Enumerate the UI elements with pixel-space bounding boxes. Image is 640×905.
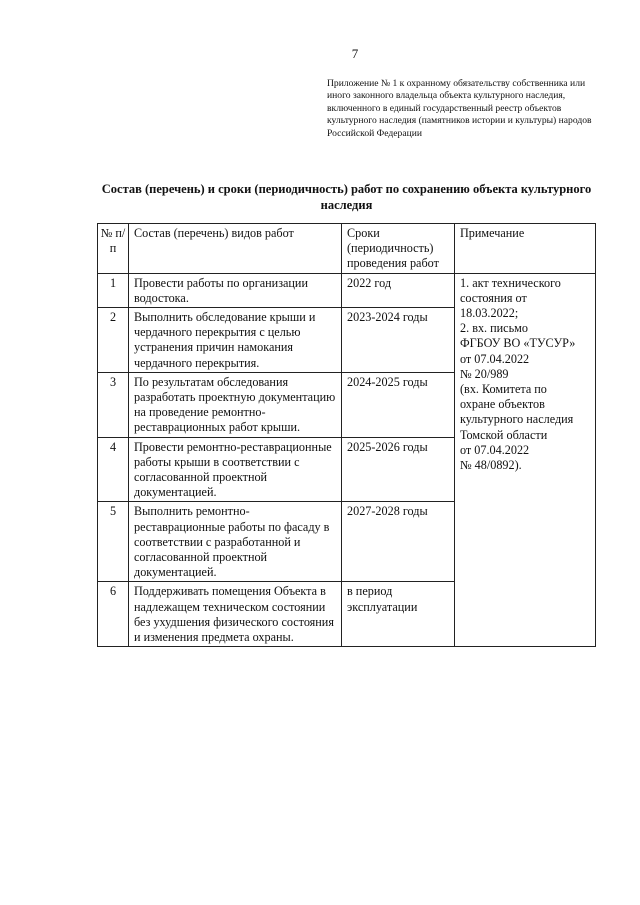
note-cell [455, 273, 596, 647]
row-num: 1 [98, 273, 129, 307]
row-works: Провести ремонтно-реставрационные работы крыши в соответствии с согласованной проектной документацией. [129, 437, 342, 502]
header-terms: Сроки (периодичность) проведения работ [342, 224, 455, 274]
row-terms: 2027-2028 годы [342, 502, 455, 582]
table-row [98, 273, 596, 307]
row-terms: 2022 год [342, 273, 455, 307]
note-line: от 07.04.2022 [460, 351, 530, 366]
works-table [97, 223, 596, 647]
note-line: охране объектов [460, 397, 545, 412]
row-num: 2 [98, 308, 129, 373]
note-line: № 20/989 [460, 366, 509, 381]
row-num: 3 [98, 372, 129, 437]
note-line: 18.03.2022; [460, 306, 519, 321]
note-line: 2. вх. письмо [460, 321, 528, 336]
row-terms: 2023-2024 годы [342, 308, 455, 373]
row-num: 5 [98, 502, 129, 582]
note-list [460, 276, 591, 474]
header-note: Примечание [455, 224, 596, 274]
note-line: состояния от [460, 290, 527, 305]
row-terms: 2025-2026 годы [342, 437, 455, 502]
row-works: Провести работы по организации водостока. [129, 273, 342, 307]
note-line: от 07.04.2022 [460, 442, 530, 457]
note-line: культурного наследия [460, 412, 574, 427]
appendix-note: Приложение № 1 к охранному обязательству собственника или иного законного владельца объекта культурного наследия, включенного в единый государственный реестр объектов культурного наследия (памятников истории и культуры) народов Российской Федерации [327, 78, 592, 139]
row-works: Выполнить ремонтно-реставрационные работы по фасаду в соответствии с разработанной и согласованной проектной документацией. [129, 502, 342, 582]
note-line: ФГБОУ ВО «ТУСУР» [460, 336, 576, 351]
row-works: По результатам обследования разработать проектную документацию на проведение ремонтно-реставрационных работ крыши. [129, 372, 342, 437]
table-header-row [98, 224, 596, 274]
row-works: Выполнить обследование крыши и чердачного перекрытия с целью устранения причин намокания чердачного перекрытия. [129, 308, 342, 373]
document-title: Состав (перечень) и сроки (периодичность) работ по сохранению объекта культурного наследия [101, 182, 592, 212]
header-num: № п/п [98, 224, 129, 274]
row-num: 4 [98, 437, 129, 502]
row-num: 6 [98, 582, 129, 647]
note-line: (вх. Комитета по [460, 382, 547, 397]
row-works: Поддерживать помещения Объекта в надлежащем техническом состоянии без ухудшения физического состояния и изменения предмета охраны. [129, 582, 342, 647]
row-terms: в период эксплуатации [342, 582, 455, 647]
note-line: № 48/0892). [460, 458, 522, 473]
note-line: 1. акт технического [460, 275, 561, 290]
row-terms: 2024-2025 годы [342, 372, 455, 437]
note-line: Томской области [460, 427, 548, 442]
header-works: Состав (перечень) видов работ [129, 224, 342, 274]
page-number: 7 [351, 46, 359, 61]
